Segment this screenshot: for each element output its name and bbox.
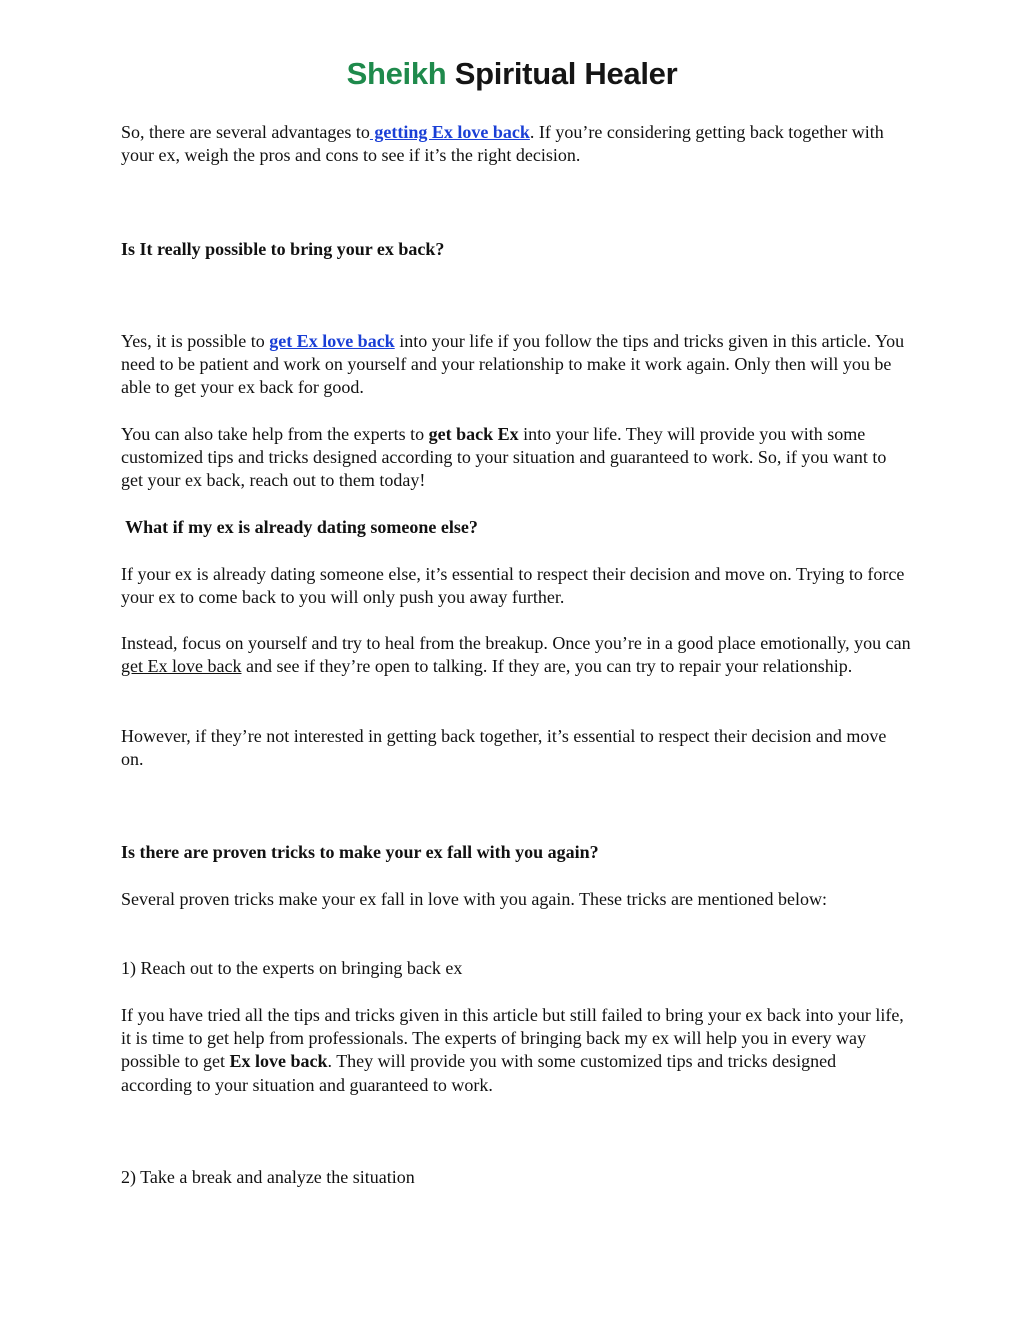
- bold-ex-love-back: Ex love back: [229, 1051, 328, 1072]
- brand-logo: [0, 56, 1024, 92]
- paragraph-several-tricks: Several proven tricks make your ex fall in love with you again. These tricks are mentioned below:: [121, 889, 827, 909]
- logo-word-spiritual-healer: Spiritual Healer: [454, 56, 678, 91]
- paragraph-professionals: If you have tried all the tips and tricks given in this article but still failed to bring your ex back into your life, it is time to get help from professionals. The experts of bringing back my ex will help you in every way possible to get Ex love back. They will provide you with some customized tips and tricks designed according to your situation and guaranteed to work.: [121, 1005, 904, 1095]
- heading-dating-someone-else: What if my ex is already dating someone else?: [121, 517, 478, 537]
- paragraph-respect-decision: If your ex is already dating someone else, it’s essential to respect their decision and move on. Trying to force your ex to come back to you will only push you away further.: [121, 564, 905, 608]
- list-item-take-break: 2) Take a break and analyze the situation: [121, 1167, 415, 1187]
- logo-word-sheikh: Sheikh: [346, 56, 447, 91]
- paragraph-focus-yourself: Instead, focus on yourself and try to heal from the breakup. Once you’re in a good place emotionally, you can get Ex love back and see if they’re open to talking. If they are, you can try to repair your relationship.: [121, 633, 911, 677]
- get-ex-love-back-plain-link[interactable]: get Ex love back: [121, 656, 242, 677]
- bold-get-back-ex: get back Ex: [428, 424, 519, 444]
- paragraph-yes-possible: Yes, it is possible to get Ex love back into your life if you follow the tips and tricks given in this article. You need to be patient and work on yourself and your relationship to make it work again. Only then will you be able to get your ex back for good.: [121, 331, 905, 398]
- getting-ex-love-back-link[interactable]: getting Ex love back: [369, 122, 530, 142]
- heading-proven-tricks: Is there are proven tricks to make your ex fall with you again?: [121, 842, 599, 862]
- paragraph-not-interested: However, if they’re not interested in getting back together, it’s essential to respect their decision and move on.: [121, 726, 887, 770]
- paragraph-advantages: So, there are several advantages to getting Ex love back. If you’re considering getting back together with your ex, weigh the pros and cons to see if it’s the right decision.: [121, 122, 884, 166]
- paragraph-experts: You can also take help from the experts to get back Ex into your life. They will provide you with some customized tips and tricks designed according to your situation and guaranteed to work. So, if you want to get your ex back, reach out to them today!: [121, 424, 887, 491]
- list-item-reach-out: 1) Reach out to the experts on bringing back ex: [121, 958, 463, 978]
- get-ex-love-back-link[interactable]: get Ex love back: [269, 331, 395, 351]
- heading-possible: Is It really possible to bring your ex back?: [121, 239, 445, 259]
